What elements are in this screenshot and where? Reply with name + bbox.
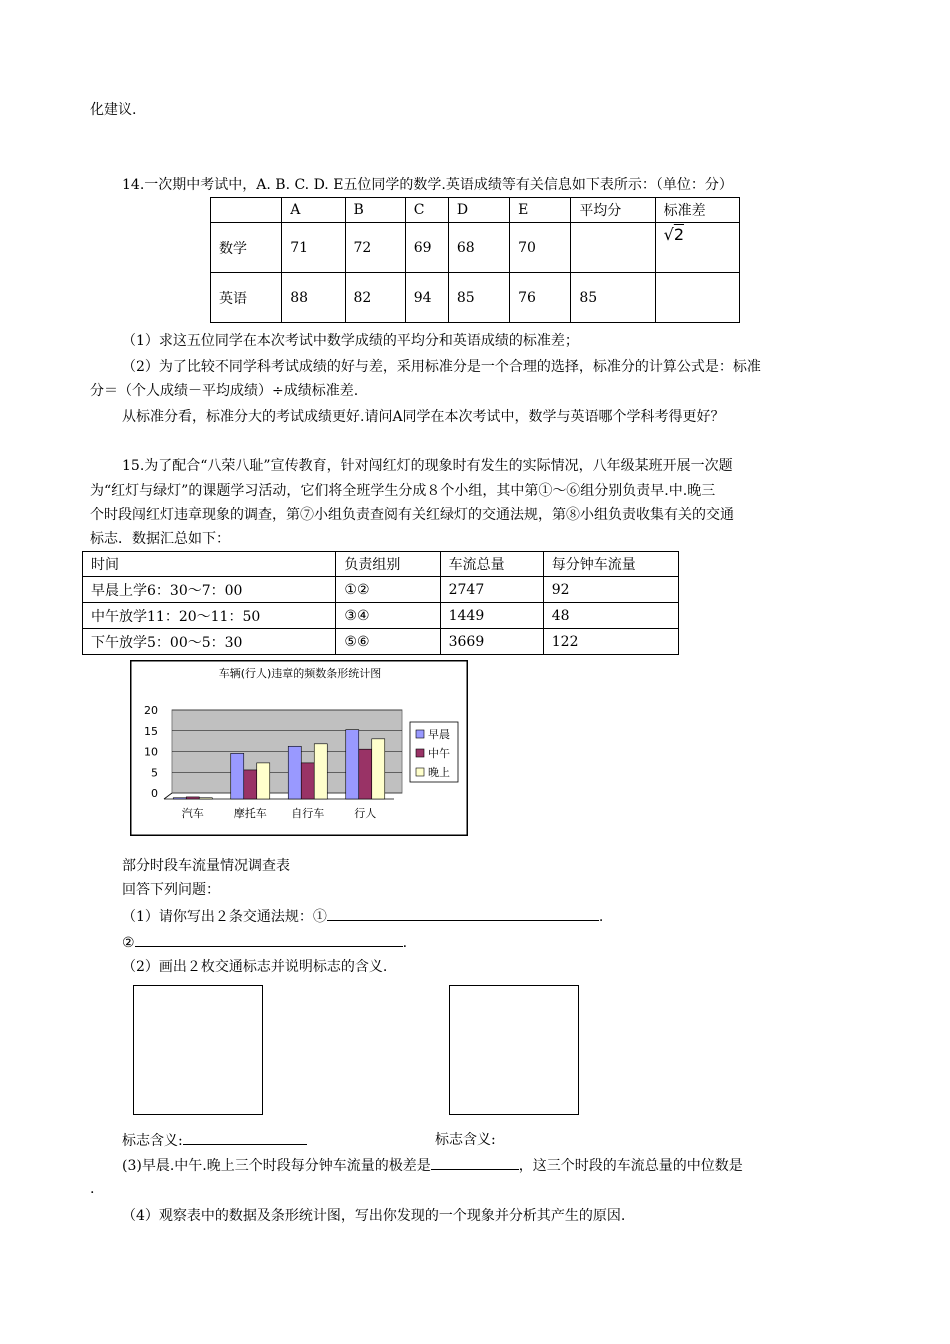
q15-stem-line1: 15.为了配合“八荣八耻”宣传教育，针对闯红灯的现象时有发生的实际情况，八年级某班开展一次题 [122, 458, 733, 474]
table-cell: 标准差 [655, 198, 739, 223]
sub3-dot: . [90, 1181, 95, 1197]
bar [372, 739, 385, 799]
bar [231, 753, 244, 799]
x-tick-label: 摩托车 [233, 807, 267, 820]
table-cell: E [510, 198, 571, 223]
table-cell: 94 [405, 273, 448, 323]
table-row [83, 577, 679, 603]
table-row [83, 552, 679, 577]
y-tick-label: 15 [144, 724, 158, 738]
table-row [211, 273, 740, 323]
table-cell: 48 [543, 603, 678, 629]
y-tick-label: 0 [151, 787, 158, 800]
q15-stem-line2: 为“红灯与绿灯”的课题学习活动，它们将全班学生分成８个小组，其中第①～⑥组分别负责早.中.晚三 [90, 483, 716, 499]
violation-bar-chart [130, 660, 468, 836]
table-cell: 122 [543, 629, 678, 655]
table-cell: 72 [345, 223, 405, 273]
table-cell [211, 198, 282, 223]
table-caption: 部分时段车流量情况调查表 [122, 858, 290, 874]
q14-part2-line2: 分＝（个人成绩－平均成绩）÷成绩标准差. [90, 383, 359, 399]
legend-swatch [416, 749, 424, 757]
table-cell: 1449 [440, 603, 543, 629]
table-cell: 下午放学5：00～5：30 [83, 629, 336, 655]
legend-swatch [416, 730, 424, 738]
answer-blank-law-2[interactable] [135, 932, 403, 947]
intro-text: 化建议. [90, 102, 137, 118]
q14-part3: 从标准分看，标准分大的考试成绩更好.请问A同学在本次考试中，数学与英语哪个学科考得更好？ [122, 409, 725, 425]
legend-label: 中午 [428, 747, 450, 760]
table-cell: A [282, 198, 345, 223]
traffic-sign-box-right[interactable] [449, 985, 579, 1115]
table-cell: ⑤⑥ [336, 629, 440, 655]
table-cell: C [405, 198, 448, 223]
table-cell: ①② [336, 577, 440, 603]
table-cell: 88 [282, 273, 345, 323]
q14-part1: （1）求这五位同学在本次考试中数学成绩的平均分和英语成绩的标准差； [122, 333, 579, 349]
bar [173, 798, 186, 799]
sub3-text-a: (3)早晨.中午.晚上三个时段每分钟车流量的极差是 [122, 1158, 431, 1174]
period: . [598, 909, 604, 925]
bar [186, 797, 199, 799]
table-cell: 76 [510, 273, 571, 323]
q15-sub1-line1 [122, 906, 603, 927]
table-row [211, 223, 740, 273]
legend-swatch [416, 768, 424, 776]
table-cell: 85 [571, 273, 655, 323]
table-cell: 85 [448, 273, 509, 323]
table-cell [571, 223, 655, 273]
bar [301, 763, 314, 799]
sign-meaning-right [435, 1130, 496, 1150]
bar [199, 798, 212, 799]
table-cell: 2747 [440, 577, 543, 603]
sqrt-expression [664, 225, 684, 244]
answer-blank-range[interactable] [431, 1155, 519, 1170]
bar [359, 749, 372, 799]
sub1-marker: ② [122, 935, 135, 951]
bar [288, 746, 301, 799]
sign-meaning-label: 标志含义: [122, 1133, 183, 1149]
q14-score-table [210, 197, 740, 323]
sub1-text: （1）请你写出２条交通法规：① [122, 909, 327, 925]
table-cell: 时间 [83, 552, 336, 577]
table-cell: 69 [405, 223, 448, 273]
table-cell: 负责组别 [336, 552, 440, 577]
table-cell: 每分钟车流量 [543, 552, 678, 577]
table-cell: 中午放学11：20～11：50 [83, 603, 336, 629]
legend-label: 早晨 [428, 728, 450, 741]
sign-meaning-left [122, 1130, 307, 1151]
table-cell: 82 [345, 273, 405, 323]
q15-stem-line3: 个时段闯红灯违章现象的调查，第⑦小组负责查阅有关红绿灯的交通法规，第⑧小组负责收集有关的交通 [90, 507, 734, 523]
table-row [83, 603, 679, 629]
q14-part2-line1: （2）为了比较不同学科考试成绩的好与差，采用标准分是一个合理的选择，标准分的计算公式是：标准 [122, 359, 761, 375]
x-tick-label: 行人 [354, 807, 377, 820]
table-cell: 英语 [211, 273, 282, 323]
table-row [211, 198, 740, 223]
table-cell [655, 273, 739, 323]
y-tick-label: 20 [144, 704, 158, 717]
q15-sub3 [122, 1155, 743, 1176]
table-cell: 早晨上学6：30～7：00 [83, 577, 336, 603]
bar [257, 763, 270, 799]
q15-sub1-line2 [122, 932, 407, 953]
period: . [402, 935, 408, 951]
table-cell: 车流总量 [440, 552, 543, 577]
bar [314, 744, 327, 799]
table-cell: 平均分 [571, 198, 655, 223]
table-cell: ③④ [336, 603, 440, 629]
x-tick-label: 汽车 [181, 807, 204, 820]
x-tick-label: 自行车 [291, 807, 325, 820]
q15-sub2: （2）画出２枚交通标志并说明标志的含义. [122, 959, 388, 975]
legend-label: 晚上 [428, 766, 450, 779]
q15-sub4: （4）观察表中的数据及条形统计图，写出你发现的一个现象并分析其产生的原因. [122, 1208, 626, 1224]
sqrt-sign: √ [663, 225, 674, 244]
table-cell: 71 [282, 223, 345, 273]
answer-intro: 回答下列问题： [122, 882, 220, 898]
sign-meaning-label: 标志含义: [435, 1132, 496, 1148]
table-cell: 3669 [440, 629, 543, 655]
y-tick-label: 5 [151, 766, 158, 780]
answer-blank-sign-1[interactable] [183, 1130, 307, 1145]
traffic-table [82, 551, 679, 655]
table-cell: D [448, 198, 509, 223]
table-cell: B [345, 198, 405, 223]
answer-blank-law-1[interactable] [327, 906, 599, 921]
bar [244, 770, 257, 799]
table-cell: 70 [510, 223, 571, 273]
table-cell: 68 [448, 223, 509, 273]
table-cell: 数学 [211, 223, 282, 273]
y-tick-label: 10 [144, 745, 158, 759]
q14-stem: 14.一次期中考试中，A. B. C. D. E五位同学的数学.英语成绩等有关信息如下表所示：（单位：分） [122, 177, 733, 193]
table-cell: 92 [543, 577, 678, 603]
chart-title: 车辆(行人)违章的频数条形统计图 [218, 667, 382, 680]
table-row [83, 629, 679, 655]
q15-stem-line4: 标志．数据汇总如下： [90, 531, 230, 547]
traffic-sign-box-left[interactable] [133, 985, 263, 1115]
std-dev-math-cell [655, 223, 739, 273]
sqrt-radicand: 2 [673, 225, 685, 244]
bar [346, 730, 359, 799]
sub3-text-b: ，这三个时段的车流总量的中位数是 [518, 1158, 743, 1174]
